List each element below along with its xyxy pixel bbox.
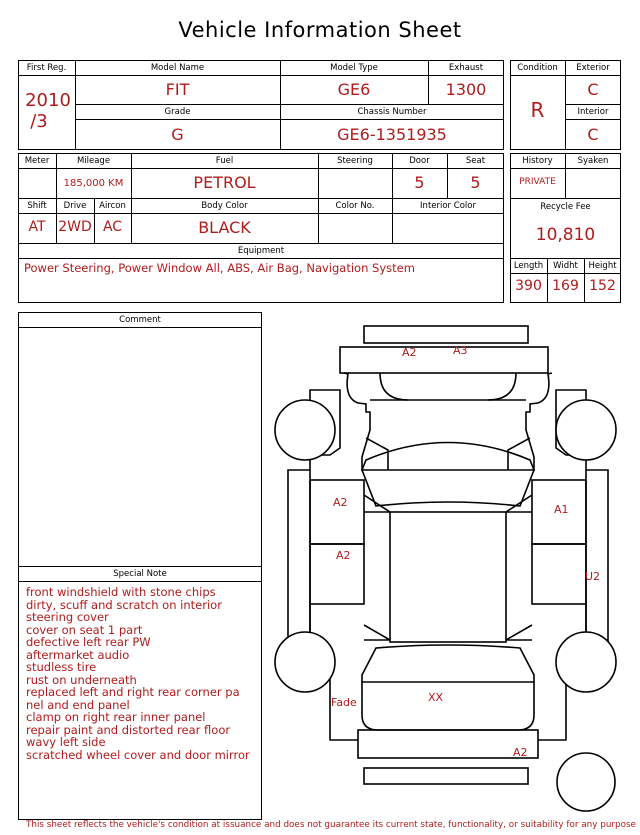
damage-right-rear-quarter: U2 <box>585 570 601 583</box>
damage-front-left: A2 <box>402 346 417 359</box>
syaken-label: Syaken <box>577 156 609 166</box>
special-note-item: steering cover <box>26 610 109 624</box>
exhaust-value: 1300 <box>445 80 487 99</box>
recycle-fee-label: Recycle Fee <box>540 202 591 212</box>
damage-rear-left-corner: Fade <box>331 696 357 709</box>
interior-label: Interior <box>577 107 609 117</box>
special-note-item: dirty, scuff and scratch on interior <box>26 597 222 612</box>
front-left-wheel <box>275 400 335 460</box>
history-label: History <box>522 156 553 166</box>
aircon-label: Aircon <box>99 201 126 211</box>
chassis-value: GE6-1351935 <box>337 125 447 144</box>
meter-label: Meter <box>24 156 50 166</box>
tailgate <box>362 682 534 730</box>
steering-label: Steering <box>337 156 373 166</box>
special-note-item: clamp on right rear inner panel <box>26 710 206 724</box>
door-value: 5 <box>414 173 425 192</box>
door-label: Door <box>409 156 430 166</box>
special-note-item: aftermarket audio <box>26 647 130 662</box>
rear-left-wheel <box>275 632 335 692</box>
special-note-label: Special Note <box>113 569 167 579</box>
history-value: PRIVATE <box>519 177 556 187</box>
drive-label: Drive <box>63 201 87 211</box>
left-front-door <box>310 480 364 544</box>
exhaust-label: Exhaust <box>448 63 484 73</box>
special-note-item: cover on seat 1 part <box>26 622 143 637</box>
mileage-value: 185,000 KM <box>63 178 124 189</box>
special-note-item: nel and end panel <box>26 697 130 712</box>
model-name-value: FIT <box>165 80 190 99</box>
front-bumper <box>340 347 548 373</box>
rear-bumper-strip <box>364 768 528 784</box>
chassis-label: Chassis Number <box>357 107 427 117</box>
sheet-title: Vehicle Information Sheet <box>178 18 462 42</box>
height-label: Height <box>588 261 617 271</box>
special-note-item: rust on underneath <box>26 672 137 687</box>
body-color-label: Body Color <box>201 201 248 211</box>
special-note-item: scratched wheel cover and door mirror <box>26 747 250 762</box>
seat-label: Seat <box>465 156 486 166</box>
model-type-label: Model Type <box>330 63 378 73</box>
rear-right-wheel <box>556 632 616 692</box>
width-value: 169 <box>552 278 579 294</box>
length-value: 390 <box>515 278 542 294</box>
disclaimer-footer: This sheet reflects the vehicle's condition at issuance and does not guarantee its current state, functionality, or suitability for any purpose <box>26 820 636 830</box>
mileage-label: Mileage <box>76 156 111 166</box>
special-note-item: defective left rear PW <box>26 635 151 649</box>
special-note-item: replaced left and right rear corner pa <box>26 685 240 699</box>
right-rear-door <box>532 544 586 604</box>
model-name-label: Model Name <box>150 63 205 73</box>
first-reg-year: 2010 <box>25 90 71 111</box>
spare-wheel <box>557 753 615 811</box>
special-note-item: repair paint and distorted rear floor <box>26 722 231 737</box>
damage-right-front-door: A1 <box>554 503 569 516</box>
recycle-fee-value: 10,810 <box>535 225 596 245</box>
width-label: Widht <box>553 261 578 271</box>
body-color-value: BLACK <box>198 218 251 237</box>
special-note-item: studless tire <box>26 660 97 674</box>
condition-label: Condition <box>517 63 558 73</box>
special-notes-list <box>26 586 250 761</box>
aircon-value: AC <box>102 219 123 235</box>
damage-left-rear-door: A2 <box>336 549 351 562</box>
condition-value: R <box>530 98 545 122</box>
comment-label: Comment <box>119 315 161 325</box>
roof <box>390 512 506 642</box>
color-no-label: Color No. <box>335 201 375 211</box>
shift-label: Shift <box>27 201 47 211</box>
drive-value: 2WD <box>58 219 92 235</box>
interior-color-label: Interior Color <box>420 201 476 211</box>
first-reg-month: /3 <box>30 111 48 132</box>
grade-value: G <box>171 125 184 144</box>
equipment-label: Equipment <box>237 246 285 256</box>
model-type-value: GE6 <box>337 80 371 99</box>
interior-value: C <box>587 125 599 144</box>
length-label: Length <box>513 261 544 271</box>
damage-rear-center: XX <box>428 691 444 704</box>
exterior-value: C <box>587 80 599 99</box>
car-damage-diagram <box>270 320 626 820</box>
front-right-wheel <box>556 400 616 460</box>
shift-value: AT <box>28 219 46 235</box>
rear-bumper <box>358 730 538 758</box>
special-note-item: front windshield with stone chips <box>26 585 216 599</box>
damage-front-right: A3 <box>453 344 468 357</box>
fuel-value: PETROL <box>193 173 256 192</box>
exterior-label: Exterior <box>576 63 610 73</box>
damage-rear-bumper: A2 <box>513 746 528 759</box>
height-value: 152 <box>589 278 616 294</box>
seat-value: 5 <box>470 173 481 192</box>
front-bumper-strip <box>364 326 528 343</box>
fuel-label: Fuel <box>215 156 234 166</box>
damage-left-front-door: A2 <box>333 496 348 509</box>
grade-label: Grade <box>164 107 191 117</box>
special-note-item: wavy left side <box>26 735 106 749</box>
equipment-value: Power Steering, Power Window All, ABS, Air Bag, Navigation System <box>24 261 415 275</box>
first-reg-label: First Reg. <box>26 63 67 73</box>
rear-glass <box>362 645 534 682</box>
